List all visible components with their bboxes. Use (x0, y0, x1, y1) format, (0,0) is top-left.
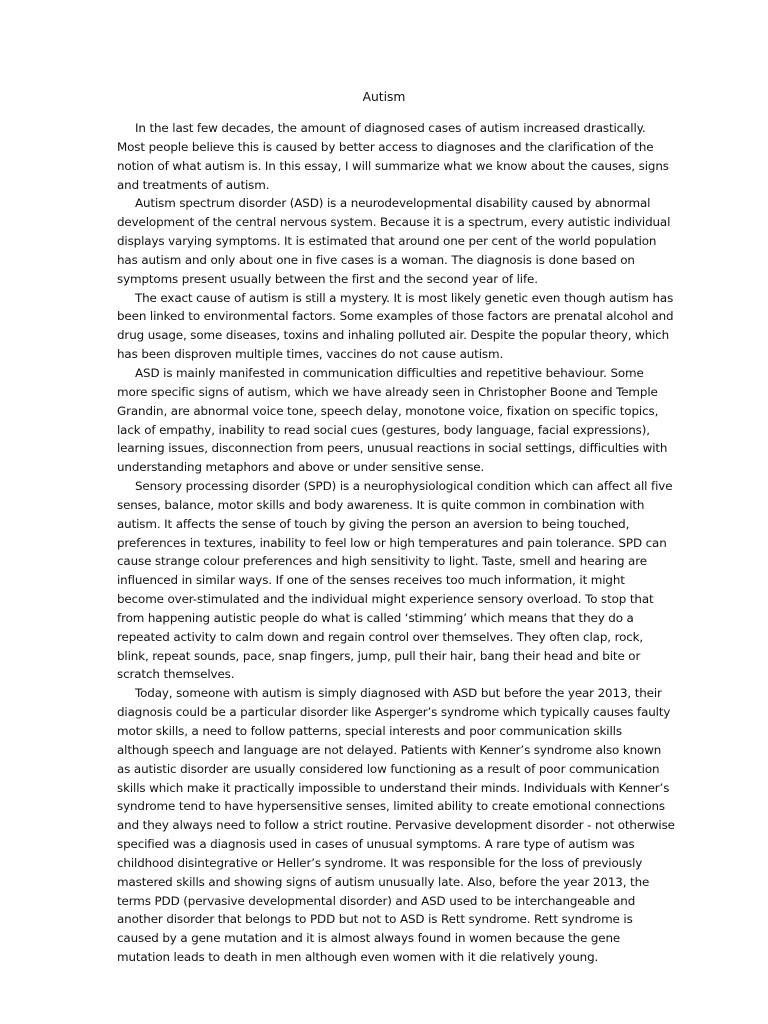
paragraph-diagnosis-history: Today, someone with autism is simply diagnosed with ASD but before the year 2013, their diagnosis could be a particular disorder like Asperger’s syndrome which typically causes faulty motor skills, a need to follow patterns, special interests and poor communication skills although speech and language are not delayed. Patients with Kenner’s syndrome also known as autistic disorder are usually considered low functioning as a result of poor communication skills which make it practically impossible to understand their minds. Individuals with Kenner’s syndrome tend to have hypersensitive senses, limited ability to create emotional connections and they always need to follow a strict routine. Pervasive development disorder - not otherwise specified was a diagnosis used in cases of unusual symptoms. A rare type of autism was childhood disintegrative or Heller’s syndrome. It was responsible for the loss of previously mastered skills and showing signs of autism unusually late. Also, before the year 2013, the terms PDD (pervasive developmental disorder) and ASD used to be interchangeable and another disorder that belongs to PDD but not to ASD is Rett syndrome. Rett syndrome is caused by a gene mutation and it is almost always found in women because the gene mutation leads to death in men although even women with it die relatively young. (117, 686, 675, 965)
document-title: Autism (362, 90, 406, 104)
paragraph-introduction: In the last few decades, the amount of diagnosed cases of autism increased drastically. Most people believe this is caused by better access to diagnoses and the clarification of the notion of what autism is. In this essay, I will summarize what we know about the causes, signs and treatments of autism. (117, 121, 669, 192)
paragraph-causes: The exact cause of autism is still a mystery. It is most likely genetic even though autism has been linked to environmental factors. Some examples of those factors are prenatal alcohol and drug usage, some diseases, toxins and inhaling polluted air. Despite the popular theory, which has been disproven multiple times, vaccines do not cause autism. (117, 290, 674, 362)
paragraph-signs: ASD is mainly manifested in communication difficulties and repetitive behaviour. Some more specific signs of autism, which we have already seen in Christopher Boone and Temple Grandin, are abnormal voice tone, speech delay, monotone voice, fixation on specific topics, lack of empathy, inability to read social cues (gestures, body language, facial expressions), learning issues, disconnection from peers, unusual reactions in social settings, difficulties with understanding metaphors and above or under sensitive sense. (117, 365, 668, 475)
paragraph-sensory-processing: Sensory processing disorder (SPD) is a neurophysiological condition which can affect all five senses, balance, motor skills and body awareness. It is quite common in combination with autism. It affects the sense of touch by giving the person an aversion to being touched, preferences in textures, inability to feel low or high temperatures and pain tolerance. SPD can cause strange colour preferences and high sensitivity to light. Taste, smell and hearing are influenced in similar ways. If one of the senses receives too much information, it might become over-stimulated and the individual might experience sensory overload. To stop that from happening autistic people do what is called ‘stimming’ which means that they do a repeated activity to calm down and regain control over themselves. They often clap, rock, blink, repeat sounds, pace, snap fingers, jump, pull their hair, bang their head and bite or scratch themselves. (117, 479, 673, 682)
paragraph-asd-definition: Autism spectrum disorder (ASD) is a neurodevelopmental disability caused by abnormal development of the central nervous system. Because it is a spectrum, every autistic individual displays varying symptoms. It is estimated that around one per cent of the world population has autism and only about one in five cases is a woman. The diagnosis is done based on symptoms present usually between the first and the second year of life. (117, 196, 671, 286)
document-body (117, 119, 675, 967)
